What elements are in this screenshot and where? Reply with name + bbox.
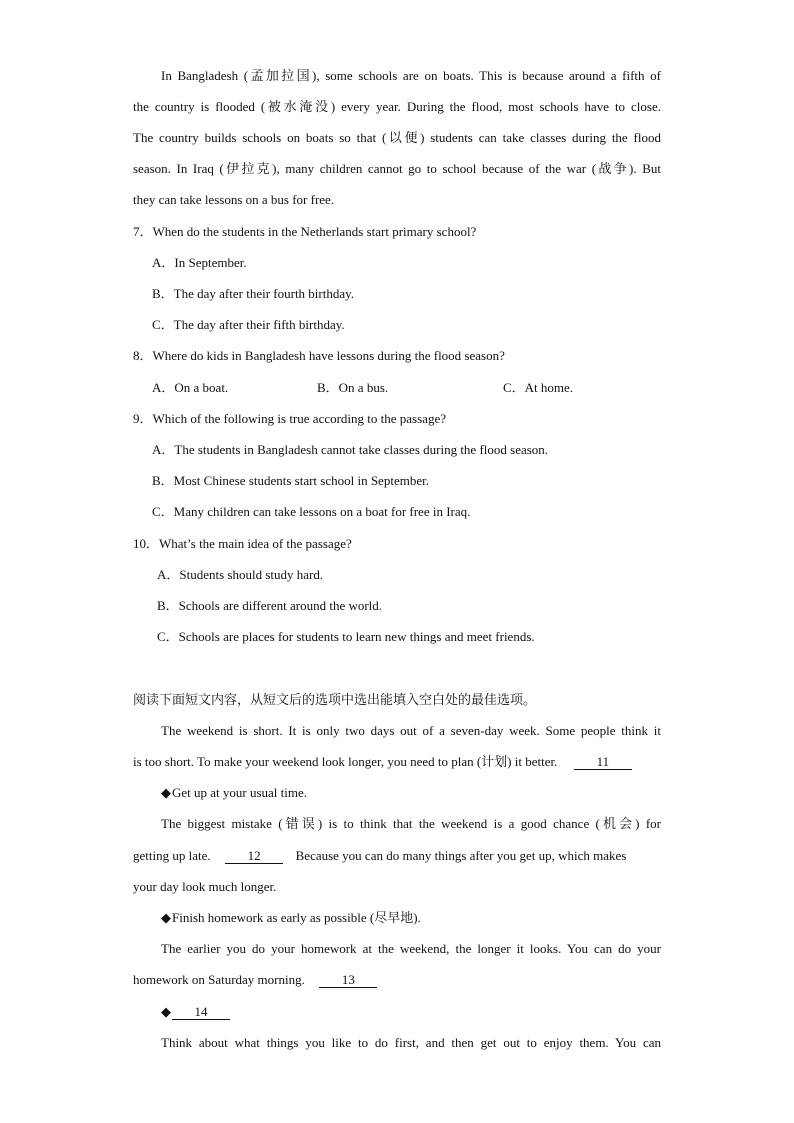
passage-text: Because you can do many things after you get up, which makes <box>295 848 627 863</box>
passage-line <box>133 847 626 865</box>
option-8a: A．On a boat. <box>152 380 229 395</box>
subheading: Get up at your usual time. <box>172 785 308 800</box>
diamond-bullet-icon: ◆ <box>161 1004 171 1019</box>
passage-line: The country builds schools on boats so that (以便) students can take classes during the flood <box>133 130 661 145</box>
option-7b: B．The day after their fourth birthday. <box>152 286 355 301</box>
question-stem-7: 7．When do the students in the Netherlands start primary school? <box>133 224 477 239</box>
passage-line <box>133 971 377 989</box>
passage-line: The weekend is short. It is only two days out of a seven-day week. Some people think it <box>161 723 661 738</box>
passage-line: The earlier you do your homework at the weekend, the longer it looks. You can do your <box>161 941 661 956</box>
question-stem-9: 9．Which of the following is true according to the passage? <box>133 411 446 426</box>
passage-line <box>133 753 632 771</box>
subheading-line <box>161 784 307 802</box>
passage-line: The biggest mistake (错误) is to think that the weekend is a good chance (机会) for <box>161 816 661 831</box>
passage-line: they can take lessons on a bus for free. <box>133 192 335 207</box>
option-9a: A．The students in Bangladesh cannot take classes during the flood season. <box>152 442 549 457</box>
blank-14[interactable]: 14 <box>172 1005 230 1020</box>
question-stem-10: 10．What’s the main idea of the passage? <box>133 536 352 551</box>
passage-line: the country is flooded (被水淹没) every year. During the flood, most schools have to close. <box>133 99 661 114</box>
subheading: Finish homework as early as possible (尽早地). <box>172 910 421 925</box>
subheading-line <box>161 1003 230 1021</box>
blank-12[interactable]: 12 <box>225 849 283 864</box>
subheading-line <box>161 909 421 927</box>
section-instruction: 阅读下面短文内容，从短文后的选项中选出能填入空白处的最佳选项。 <box>133 692 537 707</box>
option-10a: A．Students should study hard. <box>157 567 324 582</box>
option-7a: A．In September. <box>152 255 247 270</box>
passage-text: homework on Saturday morning. <box>133 972 305 987</box>
option-10c: C．Schools are places for students to learn new things and meet friends. <box>157 629 535 644</box>
diamond-bullet-icon: ◆ <box>161 910 171 925</box>
blank-11[interactable]: 11 <box>574 755 632 770</box>
question-stem-8: 8．Where do kids in Bangladesh have lessons during the flood season? <box>133 348 505 363</box>
option-9c: C．Many children can take lessons on a boat for free in Iraq. <box>152 504 471 519</box>
option-9b: B．Most Chinese students start school in September. <box>152 473 429 488</box>
passage-line: Think about what things you like to do first, and then get out to enjoy them. You can <box>161 1035 661 1050</box>
diamond-bullet-icon: ◆ <box>161 785 171 800</box>
option-8b: B．On a bus. <box>317 380 389 395</box>
blank-13[interactable]: 13 <box>319 973 377 988</box>
passage-text: getting up late. <box>133 848 211 863</box>
passage-text: is too short. To make your weekend look longer, you need to plan (计划) it better. <box>133 754 558 769</box>
passage-line: your day look much longer. <box>133 879 277 894</box>
option-7c: C．The day after their fifth birthday. <box>152 317 345 332</box>
option-8c: C．At home. <box>503 380 574 395</box>
passage-line: season. In Iraq (伊拉克), many children cannot go to school because of the war (战争). But <box>133 161 661 176</box>
passage-line: In Bangladesh (孟加拉国), some schools are on boats. This is because around a fifth of <box>161 68 661 83</box>
option-10b: B．Schools are different around the world. <box>157 598 383 613</box>
